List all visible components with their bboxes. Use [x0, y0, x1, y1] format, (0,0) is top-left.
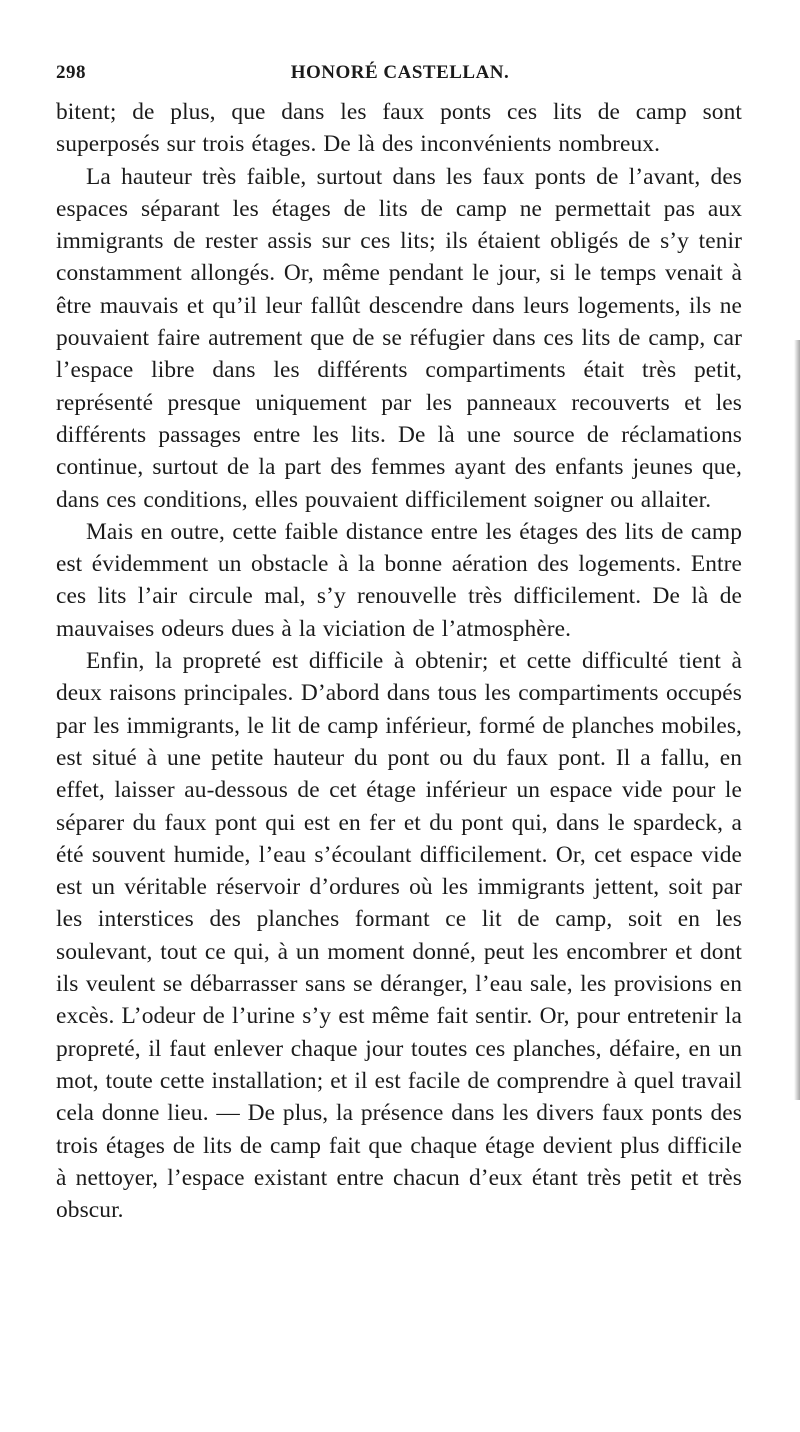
paragraph-proprete: Enfin, la propreté est difficile à obtenir; et cette difficulté tient à deux raisons principales. D’abord dans tous les compartiments occupés par les immigrants, le lit de camp inférieur, formé de planches mobiles, est situé à une petite hauteur du pont ou du faux pont. Il a fallu, en effet, laisser au-dessous de cet étage inférieur un espace vide pour le séparer du faux pont qui est en fer et du pont qui, dans le spardeck, a été souvent humide, l’eau s’écoulant difficilement. Or, cet espace vide est un véritable réservoir d’ordures où les immigrants jettent, soit par les interstices des planches formant ce lit de camp, soit en les soulevant, tout ce qui, à un moment donné, peut les encombrer et dont ils veulent se débarrasser sans se déranger, l’eau sale, les provisions en excès. L’odeur de l’urine s’y est même fait sentir. Or, pour entretenir la propreté, il faut enlever chaque jour toutes ces planches, défaire, en un mot, toute cette installation; et il est facile de comprendre à quel travail cela donne lieu. — De plus, la présence dans les divers faux ponts des trois étages de lits de camp fait que chaque étage devient plus difficile à nettoyer, l’espace existant entre chacun d’eux étant très petit et très obscur. [56, 648, 742, 1224]
running-title: HONORÉ CASTELLAN. [290, 62, 510, 83]
body-text [56, 96, 742, 1226]
page-number: 298 [56, 62, 86, 83]
page-edge-shadow [794, 340, 800, 1100]
paragraph-continuation: bitent; de plus, que dans les faux ponts ces lits de camp sont superposés sur trois étages. De là des inconvénients nombreux. [56, 99, 742, 158]
paragraph-aeration: Mais en outre, cette faible distance entre les étages des lits de camp est évidemment un obstacle à la bonne aération des logements. Entre ces lits l’air circule mal, s’y renouvelle très difficilement. De là de mauvaises odeurs dues à la viciation de l’atmosphère. [56, 518, 742, 642]
running-head [56, 60, 744, 90]
paragraph-hauteur: La hauteur très faible, surtout dans les faux ponts de l’avant, des espaces séparant les étages de lits de camp ne permettait pas aux immigrants de rester assis sur ces lits; ils étaient obligés de s’y tenir constamment allongés. Or, même pendant le jour, si le temps venait à être mauvais et qu’il leur fallût descendre dans leurs logements, ils ne pouvaient faire autrement que de se réfugier dans ces lits de camp, car l’espace libre dans les différents compartiments était très petit, représenté presque uniquement par les panneaux recouverts et les différents passages entre les lits. De là une source de réclamations continue, surtout de la part des femmes ayant des enfants jeunes que, dans ces conditions, elles pouvaient difficilement soigner ou allaiter. [56, 163, 742, 513]
